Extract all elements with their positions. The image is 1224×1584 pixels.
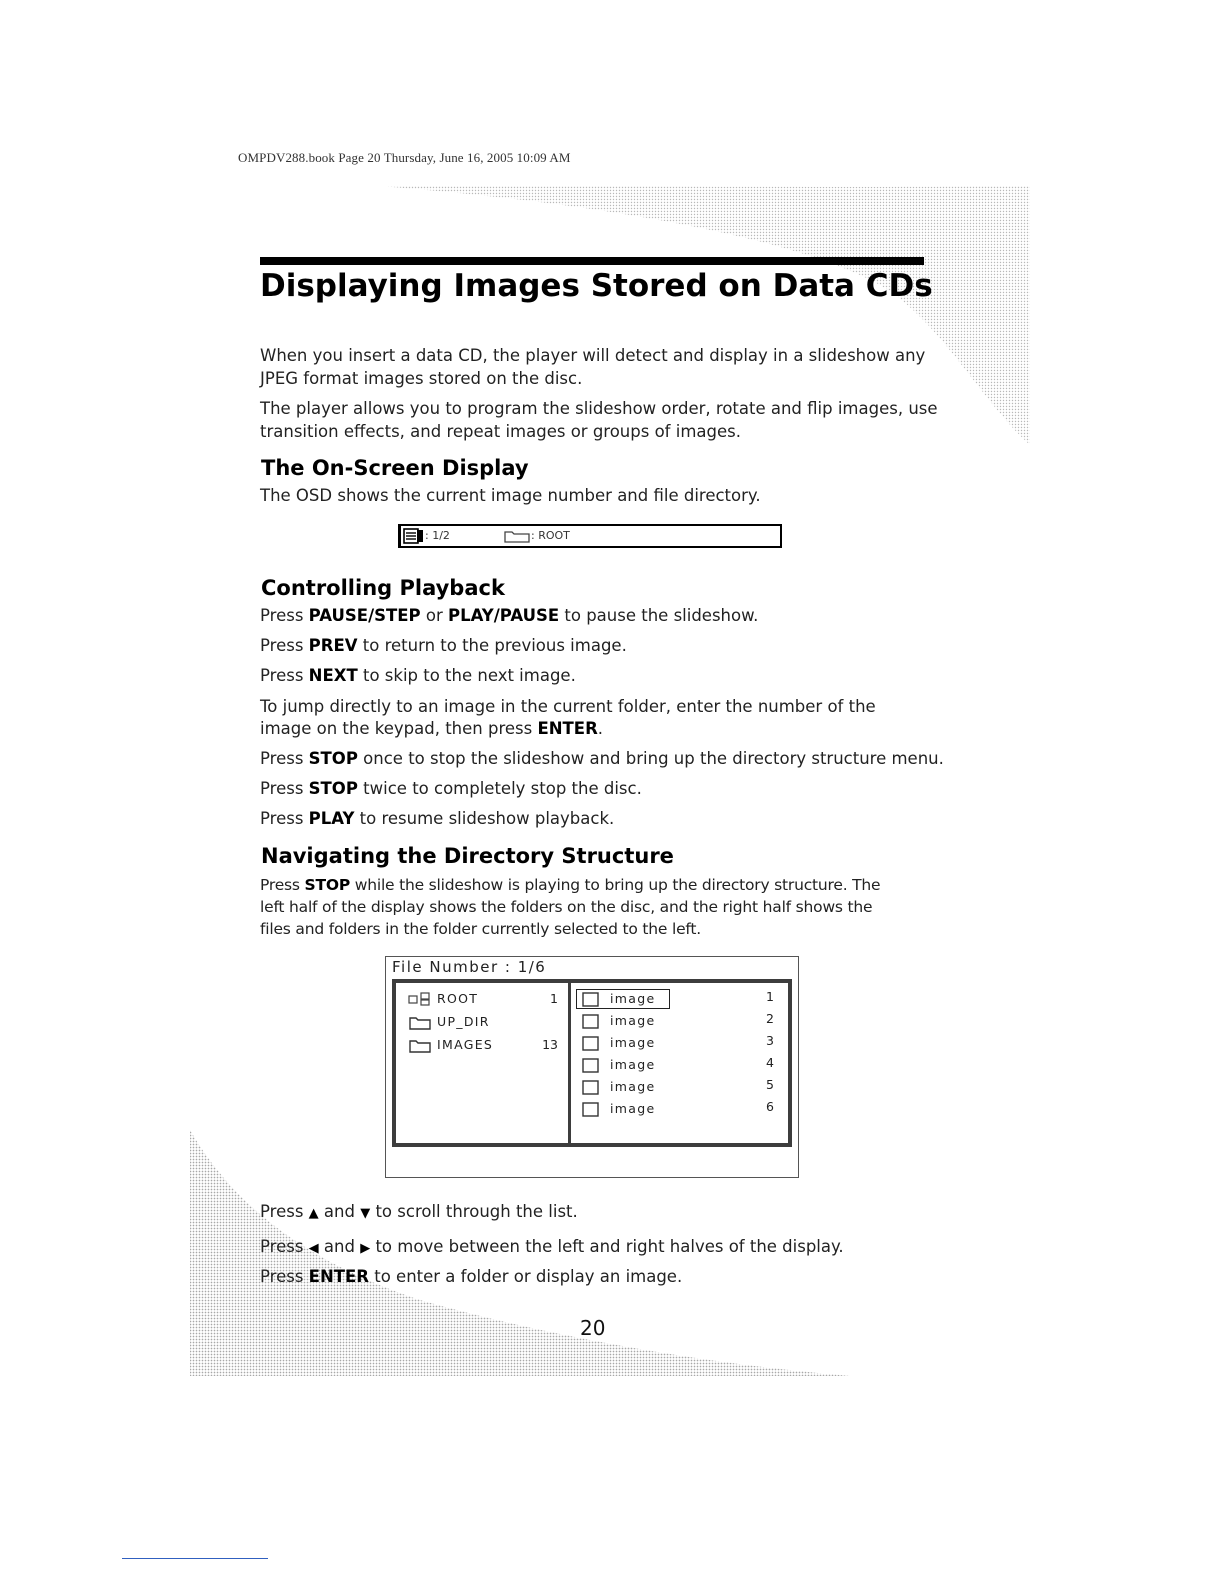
file-name[interactable]: image xyxy=(610,1057,656,1072)
key-name: STOP xyxy=(308,779,358,798)
instruction-text: image on the keypad, then press xyxy=(260,719,538,738)
instruction-text: Press xyxy=(260,809,309,828)
instruction-text: Press xyxy=(260,1267,309,1286)
bottom-link-underline xyxy=(122,1558,268,1559)
intro-paragraph-2: The player allows you to program the slideshow order, rotate and flip images, use transition effects, and repeat images or groups of images. xyxy=(260,399,938,441)
arrow-icon: ▼ xyxy=(360,1206,371,1221)
file-icon xyxy=(582,1014,600,1033)
instruction-line xyxy=(260,808,960,830)
arrow-icon: ▶ xyxy=(360,1241,371,1256)
osd-description: The OSD shows the current image number and file directory. xyxy=(260,486,761,505)
instruction-line xyxy=(260,918,960,940)
file-name[interactable]: image xyxy=(610,1079,656,1094)
folder-icon xyxy=(408,1015,434,1034)
folder-name[interactable]: IMAGES xyxy=(437,1037,494,1052)
file-icon xyxy=(582,1036,600,1055)
instruction-text: to move between the left and right halves of the display. xyxy=(370,1237,844,1256)
osd-heading: The On-Screen Display xyxy=(261,456,529,480)
file-index: 1 xyxy=(766,989,774,1004)
file-index: 3 xyxy=(766,1033,774,1048)
page-number: 20 xyxy=(580,1316,606,1340)
arrow-icon: ◀ xyxy=(308,1241,319,1256)
key-name: PLAY xyxy=(308,809,355,828)
file-icon xyxy=(582,1058,600,1077)
instruction-text: and xyxy=(318,1237,361,1256)
osd-image-count: : 1/2 xyxy=(425,529,450,542)
osd-folder-name: : ROOT xyxy=(531,529,570,542)
instruction-line xyxy=(260,605,960,627)
file-index: 5 xyxy=(766,1077,774,1092)
instruction-text: Press xyxy=(260,606,309,625)
instruction-text: Press xyxy=(260,749,309,768)
instruction-text: and xyxy=(318,1202,361,1221)
key-name: ENTER xyxy=(537,719,598,738)
instruction-line xyxy=(260,635,960,657)
image-count-icon xyxy=(403,527,425,548)
instruction-text: To jump directly to an image in the current folder, enter the number of the xyxy=(260,697,876,716)
instruction-text: Press xyxy=(260,1237,309,1256)
key-name: PLAY/PAUSE xyxy=(447,606,560,625)
instruction-line xyxy=(260,1201,960,1225)
folder-icon xyxy=(408,1038,434,1057)
directory-screen xyxy=(385,956,799,1178)
arrow-icon: ▲ xyxy=(308,1206,319,1221)
instruction-text: Press xyxy=(260,876,305,894)
key-name: PREV xyxy=(308,636,358,655)
instruction-line xyxy=(260,1236,960,1260)
instruction-text: once to stop the slideshow and bring up the directory structure menu. xyxy=(357,749,944,768)
instruction-text: Press xyxy=(260,779,309,798)
instruction-text: left half of the display shows the folders on the disc, and the right half shows the xyxy=(260,898,873,916)
instruction-line xyxy=(260,874,960,896)
key-name: NEXT xyxy=(308,666,358,685)
file-number-label: File Number : 1/6 xyxy=(392,958,547,976)
instruction-text: to pause the slideshow. xyxy=(559,606,759,625)
folder-count: 1 xyxy=(550,991,558,1006)
playback-heading: Controlling Playback xyxy=(261,576,505,600)
file-name[interactable]: image xyxy=(610,1013,656,1028)
instruction-line xyxy=(260,896,960,918)
key-name: ENTER xyxy=(308,1267,369,1286)
key-name: STOP xyxy=(308,749,358,768)
instruction-text: or xyxy=(420,606,448,625)
folder-name[interactable]: UP_DIR xyxy=(437,1014,490,1029)
instruction-line xyxy=(260,778,960,800)
file-icon xyxy=(582,1080,600,1099)
instruction-text: . xyxy=(597,719,604,738)
instruction-text: to skip to the next image. xyxy=(357,666,576,685)
instruction-text: Press xyxy=(260,666,309,685)
running-header: OMPDV288.book Page 20 Thursday, June 16, 2005 10:09 AM xyxy=(238,150,571,165)
instruction-text: files and folders in the folder currently selected to the left. xyxy=(260,920,701,938)
instruction-text: to enter a folder or display an image. xyxy=(368,1267,683,1286)
folder-count: 13 xyxy=(542,1037,558,1052)
instruction-text: Press xyxy=(260,636,309,655)
file-icon xyxy=(582,1102,600,1121)
folder-icon xyxy=(503,528,533,547)
file-icon xyxy=(582,992,600,1011)
key-name: PAUSE/STEP xyxy=(308,606,421,625)
file-index: 2 xyxy=(766,1011,774,1026)
instruction-line xyxy=(260,696,960,718)
page-title: Displaying Images Stored on Data CDs xyxy=(260,268,933,304)
instruction-text: Press xyxy=(260,1202,309,1221)
intro-paragraph-1: When you insert a data CD, the player will detect and display in a slideshow any JPEG format images stored on the disc. xyxy=(260,346,926,388)
file-index: 6 xyxy=(766,1099,774,1114)
instruction-line xyxy=(260,1266,960,1288)
instruction-line xyxy=(260,665,960,687)
instruction-text: while the slideshow is playing to bring up the directory structure. The xyxy=(350,876,881,894)
file-name[interactable]: image xyxy=(610,991,656,1006)
instruction-line xyxy=(260,718,960,740)
instruction-text: to resume slideshow playback. xyxy=(354,809,615,828)
file-index: 4 xyxy=(766,1055,774,1070)
instruction-text: to scroll through the list. xyxy=(370,1202,578,1221)
osd-bar xyxy=(398,524,782,548)
title-rule xyxy=(260,257,924,265)
instruction-line xyxy=(260,748,960,770)
file-name[interactable]: image xyxy=(610,1035,656,1050)
instruction-text: to return to the previous image. xyxy=(357,636,627,655)
folder-name[interactable]: ROOT xyxy=(437,991,479,1006)
directory-heading: Navigating the Directory Structure xyxy=(261,844,674,868)
file-name[interactable]: image xyxy=(610,1101,656,1116)
panel-divider xyxy=(568,983,571,1143)
instruction-text: twice to completely stop the disc. xyxy=(357,779,642,798)
directory-panel xyxy=(392,979,792,1147)
key-name: STOP xyxy=(304,876,351,894)
root-folder-icon xyxy=(408,992,434,1009)
